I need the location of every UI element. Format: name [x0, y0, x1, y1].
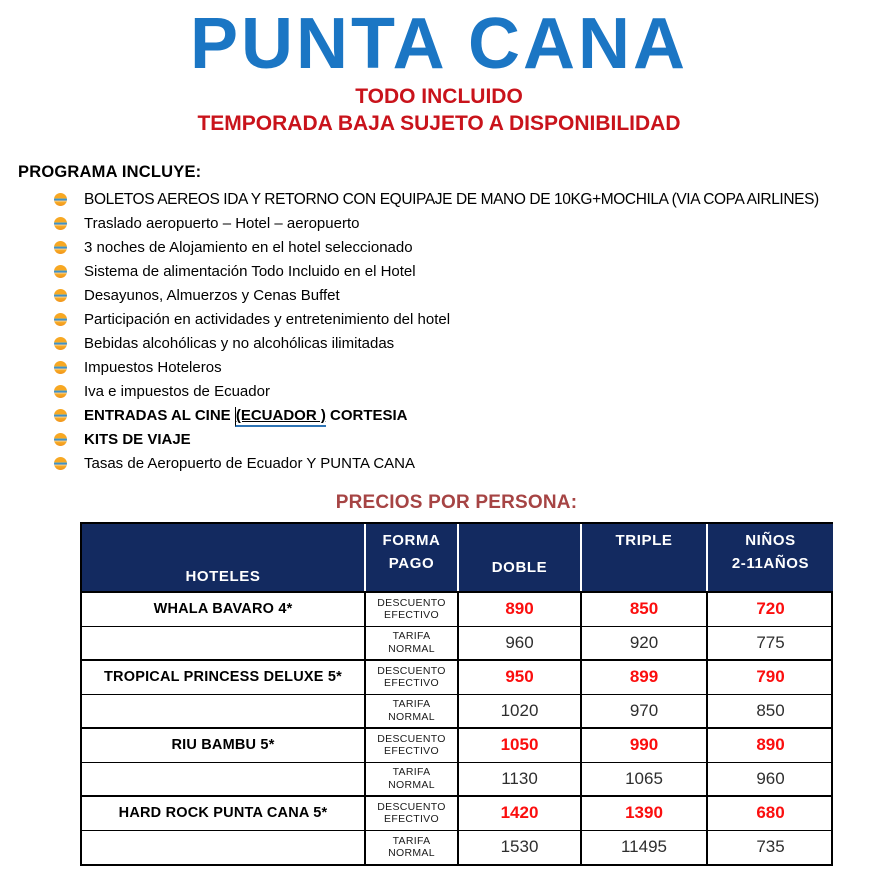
program-item-text: Bebidas alcohólicas y no alcohólicas ilimitadas — [84, 335, 395, 353]
payment-type-cell: DESCUENTO EFECTIVO — [365, 796, 458, 830]
price-cell: 1050 — [458, 728, 581, 762]
table-row — [82, 626, 833, 660]
program-item — [54, 284, 878, 308]
price-cell: 11495 — [581, 830, 707, 864]
payment-type-cell: TARIFA NORMAL — [365, 762, 458, 796]
program-item — [54, 188, 878, 212]
table-body — [82, 592, 833, 864]
payment-type-cell: DESCUENTO EFECTIVO — [365, 660, 458, 694]
table-row — [82, 592, 833, 626]
price-cell: 680 — [707, 796, 833, 830]
sunset-over-sea-icon — [54, 313, 67, 326]
hotel-name-empty-cell — [82, 626, 365, 660]
table-row — [82, 728, 833, 762]
hotel-name-empty-cell — [82, 762, 365, 796]
subtitle-temporada: TEMPORADA BAJA SUJETO A DISPONIBILIDAD — [197, 111, 681, 135]
subtitle-todo-incluido: TODO INCLUIDO — [355, 85, 523, 109]
col-header-ninos: NIÑOS 2-11AÑOS — [707, 524, 833, 592]
sunset-over-sea-icon — [54, 265, 67, 278]
program-section — [18, 163, 878, 476]
sunset-over-sea-icon — [54, 457, 67, 470]
underlined-text: (ECUADOR ) — [235, 407, 326, 427]
hotel-name-cell: RIU BAMBU 5* — [82, 728, 365, 762]
sunset-over-sea-icon — [54, 433, 67, 446]
price-cell: 990 — [581, 728, 707, 762]
program-item-text: Iva e impuestos de Ecuador — [84, 383, 270, 401]
table-row — [82, 762, 833, 796]
price-cell: 735 — [707, 830, 833, 864]
col-header-doble: DOBLE — [458, 524, 581, 592]
program-item-text: Sistema de alimentación Todo Incluido en el Hotel — [84, 263, 416, 281]
payment-type-cell: DESCUENTO EFECTIVO — [365, 728, 458, 762]
sunset-over-sea-icon — [54, 409, 67, 422]
payment-type-cell: TARIFA NORMAL — [365, 694, 458, 728]
sunset-over-sea-icon — [54, 361, 67, 374]
price-cell: 850 — [581, 592, 707, 626]
price-cell: 950 — [458, 660, 581, 694]
price-cell: 790 — [707, 660, 833, 694]
program-item-text: Participación en actividades y entretenimiento del hotel — [84, 311, 451, 329]
price-cell: 1530 — [458, 830, 581, 864]
payment-type-cell: DESCUENTO EFECTIVO — [365, 592, 458, 626]
prices-table-wrap — [80, 522, 833, 866]
price-cell: 1065 — [581, 762, 707, 796]
price-cell: 1020 — [458, 694, 581, 728]
sunset-over-sea-icon — [54, 385, 67, 398]
program-item — [54, 428, 878, 452]
price-cell: 1390 — [581, 796, 707, 830]
price-cell: 720 — [756, 599, 785, 619]
flyer-page — [0, 6, 878, 875]
price-cell: 1420 — [458, 796, 581, 830]
program-item-text: Desayunos, Almuerzos y Cenas Buffet — [84, 287, 340, 305]
program-item — [54, 260, 878, 284]
sunset-over-sea-icon — [54, 289, 67, 302]
sunset-over-sea-icon — [54, 193, 67, 206]
program-item — [54, 380, 878, 404]
price-cell: 899 — [581, 660, 707, 694]
payment-type-cell: TARIFA NORMAL — [365, 830, 458, 864]
hotel-name-cell: TROPICAL PRINCESS DELUXE 5* — [82, 660, 365, 694]
program-item-text: 3 noches de Alojamiento en el hotel seleccionado — [84, 239, 413, 257]
price-cell: 850 — [707, 694, 833, 728]
price-cell: 970 — [581, 694, 707, 728]
col-header-forma-pago: FORMA PAGO — [365, 524, 458, 592]
sunset-over-sea-icon — [54, 217, 67, 230]
table-row — [82, 796, 833, 830]
program-item-text: Impuestos Hoteleros — [84, 359, 222, 377]
col-header-triple: TRIPLE — [581, 524, 707, 592]
prices-table — [82, 524, 833, 864]
price-cell: 960 — [458, 626, 581, 660]
prices-section — [80, 492, 833, 866]
hotel-name-cell: HARD ROCK PUNTA CANA 5* — [82, 796, 365, 830]
prices-heading: PRECIOS POR PERSONA: — [335, 492, 578, 514]
price-cell: 920 — [581, 626, 707, 660]
program-item — [54, 452, 878, 476]
program-item-text: Traslado aeropuerto – Hotel – aeropuerto — [84, 215, 360, 233]
program-item-text: BOLETOS AEREOS IDA Y RETORNO CON EQUIPAJE DE MANO DE 10KG+MOCHILA (VIA COPA AIRLINES) — [84, 191, 819, 209]
table-row — [82, 694, 833, 728]
price-cell: 1130 — [458, 762, 581, 796]
program-heading: PROGRAMA INCLUYE: — [18, 163, 202, 182]
program-list — [18, 188, 878, 476]
program-item-text: ENTRADAS AL CINE (ECUADOR ) CORTESIA — [84, 404, 408, 428]
hotel-name-cell: WHALA BAVARO 4* — [82, 592, 365, 626]
hotel-name-empty-cell — [82, 830, 365, 864]
price-cell: 890 — [458, 592, 581, 626]
hotel-name-empty-cell — [82, 694, 365, 728]
program-item — [54, 308, 878, 332]
program-item-text: Tasas de Aeropuerto de Ecuador Y PUNTA CANA — [84, 455, 416, 473]
col-header-hoteles: HOTELES — [82, 524, 365, 592]
program-item — [54, 332, 878, 356]
program-item-text: KITS DE VIAJE — [84, 431, 191, 449]
payment-type-cell: TARIFA NORMAL — [365, 626, 458, 660]
program-item — [54, 404, 878, 428]
table-row — [82, 830, 833, 864]
program-item — [54, 236, 878, 260]
table-row — [82, 660, 833, 694]
program-item — [54, 356, 878, 380]
price-cell: 890 — [707, 728, 833, 762]
price-cell: 775 — [707, 626, 833, 660]
sunset-over-sea-icon — [54, 337, 67, 350]
sunset-over-sea-icon — [54, 241, 67, 254]
program-item — [54, 212, 878, 236]
table-header-row — [82, 524, 833, 592]
page-title: PUNTA CANA — [190, 4, 688, 84]
price-cell: 960 — [707, 762, 833, 796]
